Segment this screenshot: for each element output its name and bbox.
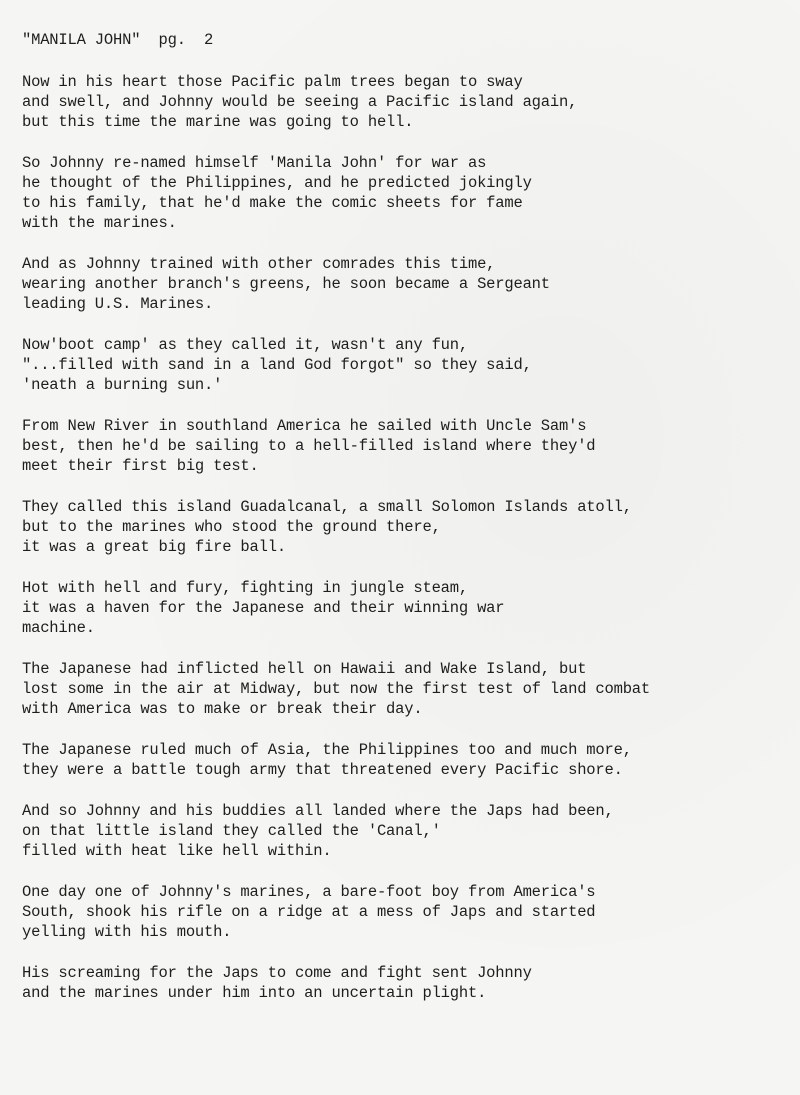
poem-line: leading U.S. Marines.: [22, 295, 214, 313]
stanza: [22, 335, 792, 395]
poem-line: "...filled with sand in a land God forgot" so they said,: [22, 356, 532, 374]
poem-line: best, then he'd be sailing to a hell-filled island where they'd: [22, 437, 596, 455]
poem-line: lost some in the air at Midway, but now the first test of land combat: [22, 680, 651, 698]
poem-line: but this time the marine was going to hell.: [22, 113, 414, 131]
poem-line: From New River in southland America he sailed with Uncle Sam's: [22, 417, 587, 435]
document-body: [22, 30, 792, 1024]
poem-line: They called this island Guadalcanal, a small Solomon Islands atoll,: [22, 498, 632, 516]
poem-line: So Johnny re-named himself 'Manila John' for war as: [22, 154, 487, 172]
poem-line: His screaming for the Japs to come and fight sent Johnny: [22, 964, 532, 982]
poem-stanzas: [22, 72, 792, 1003]
poem-line: with the marines.: [22, 214, 177, 232]
poem-line: he thought of the Philippines, and he predicted jokingly: [22, 174, 532, 192]
stanza: [22, 659, 792, 719]
stanza: [22, 497, 792, 557]
poem-line: machine.: [22, 619, 95, 637]
poem-line: And so Johnny and his buddies all landed where the Japs had been,: [22, 802, 614, 820]
poem-line: Now in his heart those Pacific palm trees began to sway: [22, 73, 523, 91]
poem-line: meet their first big test.: [22, 457, 259, 475]
poem-line: it was a great big fire ball.: [22, 538, 286, 556]
stanza: [22, 801, 792, 861]
poem-line: but to the marines who stood the ground there,: [22, 518, 441, 536]
poem-line: Hot with hell and fury, fighting in jungle steam,: [22, 579, 468, 597]
poem-line: wearing another branch's greens, he soon became a Sergeant: [22, 275, 550, 293]
stanza: [22, 254, 792, 314]
poem-line: with America was to make or break their day.: [22, 700, 423, 718]
poem-line: on that little island they called the 'Canal,': [22, 822, 441, 840]
stanza: [22, 153, 792, 233]
stanza: [22, 882, 792, 942]
page-header: "MANILA JOHN" pg. 2: [22, 31, 214, 49]
poem-line: South, shook his rifle on a ridge at a mess of Japs and started: [22, 903, 596, 921]
stanza: [22, 963, 792, 1003]
poem-line: One day one of Johnny's marines, a bare-foot boy from America's: [22, 883, 596, 901]
poem-line: Now'boot camp' as they called it, wasn't any fun,: [22, 336, 468, 354]
stanza: [22, 578, 792, 638]
poem-line: yelling with his mouth.: [22, 923, 232, 941]
poem-line: to his family, that he'd make the comic sheets for fame: [22, 194, 523, 212]
poem-line: it was a haven for the Japanese and their winning war: [22, 599, 505, 617]
poem-line: The Japanese ruled much of Asia, the Philippines too and much more,: [22, 741, 632, 759]
poem-line: And as Johnny trained with other comrades this time,: [22, 255, 496, 273]
poem-line: filled with heat like hell within.: [22, 842, 332, 860]
poem-line: and swell, and Johnny would be seeing a Pacific island again,: [22, 93, 578, 111]
poem-line: The Japanese had inflicted hell on Hawaii and Wake Island, but: [22, 660, 587, 678]
poem-line: 'neath a burning sun.': [22, 376, 223, 394]
poem-line: they were a battle tough army that threatened every Pacific shore.: [22, 761, 623, 779]
stanza: [22, 416, 792, 476]
poem-line: and the marines under him into an uncertain plight.: [22, 984, 487, 1002]
stanza: [22, 72, 792, 132]
stanza: [22, 740, 792, 780]
